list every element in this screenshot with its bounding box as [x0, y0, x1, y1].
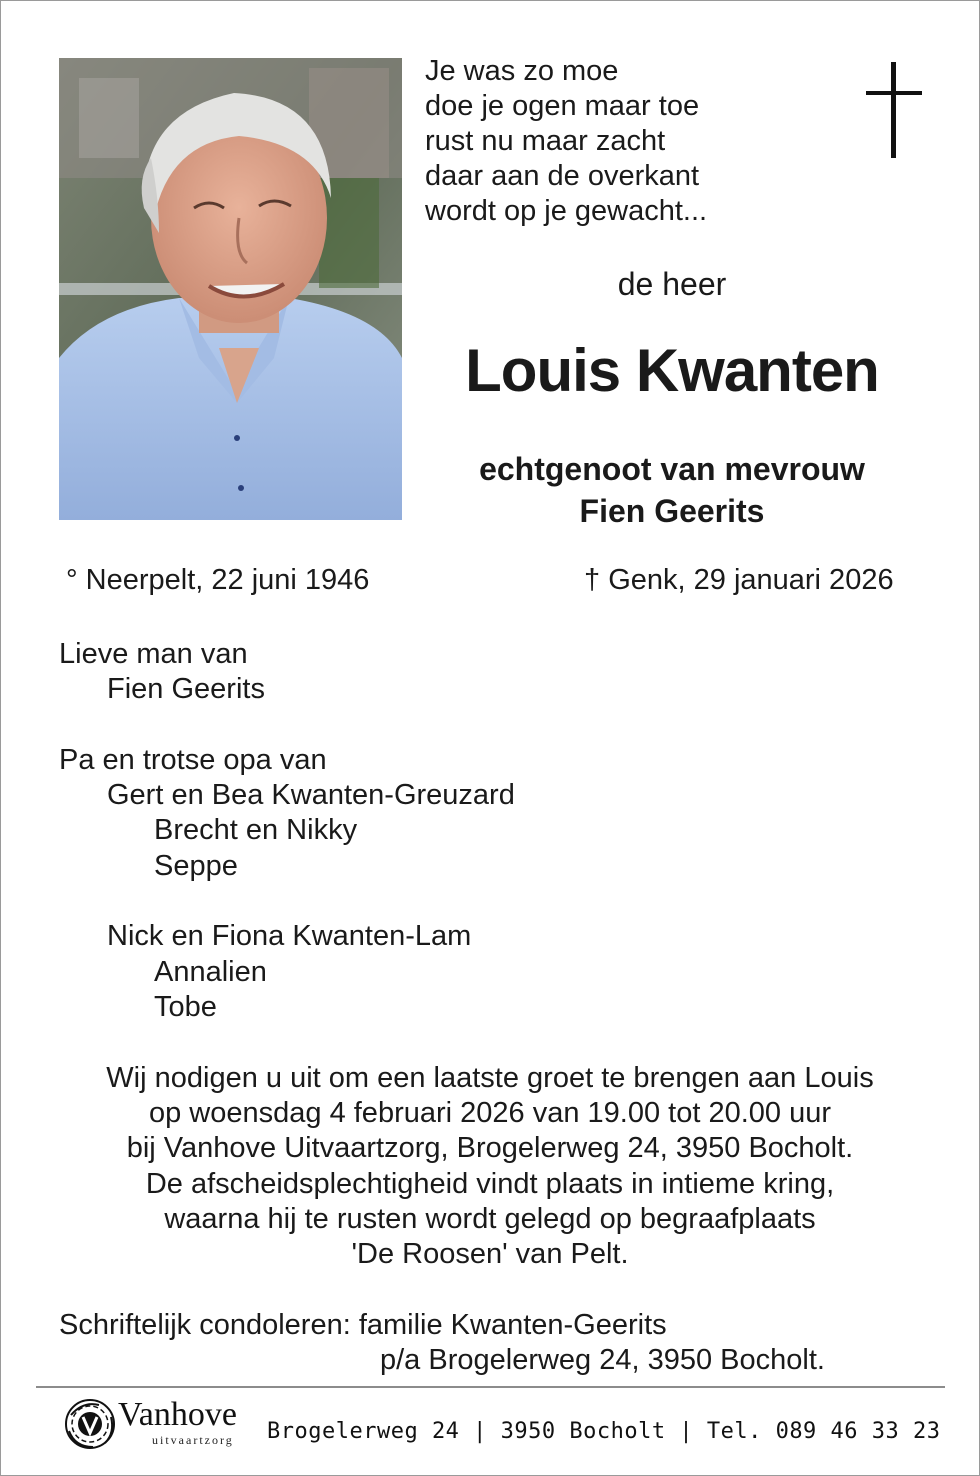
husband-label: Lieve man van — [59, 638, 248, 670]
deceased-name: Louis Kwanten — [465, 337, 879, 404]
condolence-line1: Schriftelijk condoleren: familie Kwanten-Geerits — [59, 1309, 667, 1341]
invitation-line: op woensdag 4 februari 2026 van 19.00 tot 20.00 uur — [148, 1097, 831, 1130]
poem-line: doe je ogen maar toe — [425, 90, 700, 122]
spouse-info — [402, 448, 942, 532]
invitation-line: De afscheidsplechtigheid vindt plaats in intieme kring, — [145, 1167, 835, 1200]
poem-line: rust nu maar zacht — [425, 125, 666, 157]
invitation-line: Wij nodigen u uit om een laatste groet te brengen aan Louis — [106, 1062, 874, 1094]
death-date — [584, 564, 894, 597]
poem-line: wordt op je gewacht... — [425, 195, 708, 227]
cross-icon — [866, 62, 922, 158]
grandchild-name: Seppe — [154, 849, 238, 882]
footer-divider — [36, 1386, 945, 1388]
grandchild-name: Tobe — [154, 990, 217, 1023]
spouse-line1: echtgenoot van mevrouw — [479, 451, 865, 487]
invitation-line: 'De Roosen' van Pelt. — [351, 1238, 629, 1271]
family-list — [59, 637, 515, 1025]
grandchild-name: Annalien — [154, 955, 267, 988]
poem — [425, 54, 707, 229]
logo-subtitle: uitvaartzorg — [152, 1433, 234, 1447]
grandchild-name: Brecht en Nikky — [154, 814, 358, 847]
child-name: Nick en Fiona Kwanten-Lam — [107, 920, 472, 953]
child-name: Gert en Bea Kwanten-Greuzard — [107, 779, 515, 812]
invitation-line: waarna hij te rusten wordt gelegd op begraafplaats — [164, 1202, 816, 1235]
death-date-text: Genk, 29 januari 2026 — [608, 564, 894, 596]
father-label: Pa en trotse opa van — [59, 743, 327, 776]
condolence-line2: p/a Brogelerweg 24, 3950 Bocholt. — [380, 1344, 825, 1376]
poem-line: daar aan de overkant — [425, 160, 700, 192]
poem-line: Je was zo moe — [425, 55, 619, 87]
portrait-photo — [59, 58, 402, 520]
footer-address: Brogelerweg 24 | 3950 Bocholt | Tel. 089 46 33 23 — [267, 1419, 941, 1444]
condolence-address — [59, 1308, 825, 1378]
logo-name: Vanhove — [118, 1396, 237, 1433]
invitation-line: bij Vanhove Uitvaartzorg, Brogelerweg 24, 3950 Bocholt. — [126, 1132, 854, 1165]
spouse-line2: Fien Geerits — [579, 493, 765, 529]
honorific: de heer — [617, 266, 727, 302]
death-cross-icon: † — [584, 564, 601, 596]
wife-name: Fien Geerits — [107, 673, 265, 706]
birth-date: ° Neerpelt, 22 juni 1946 — [66, 564, 370, 596]
invitation-text — [40, 1061, 940, 1272]
vanhove-logo-icon — [63, 1397, 117, 1451]
